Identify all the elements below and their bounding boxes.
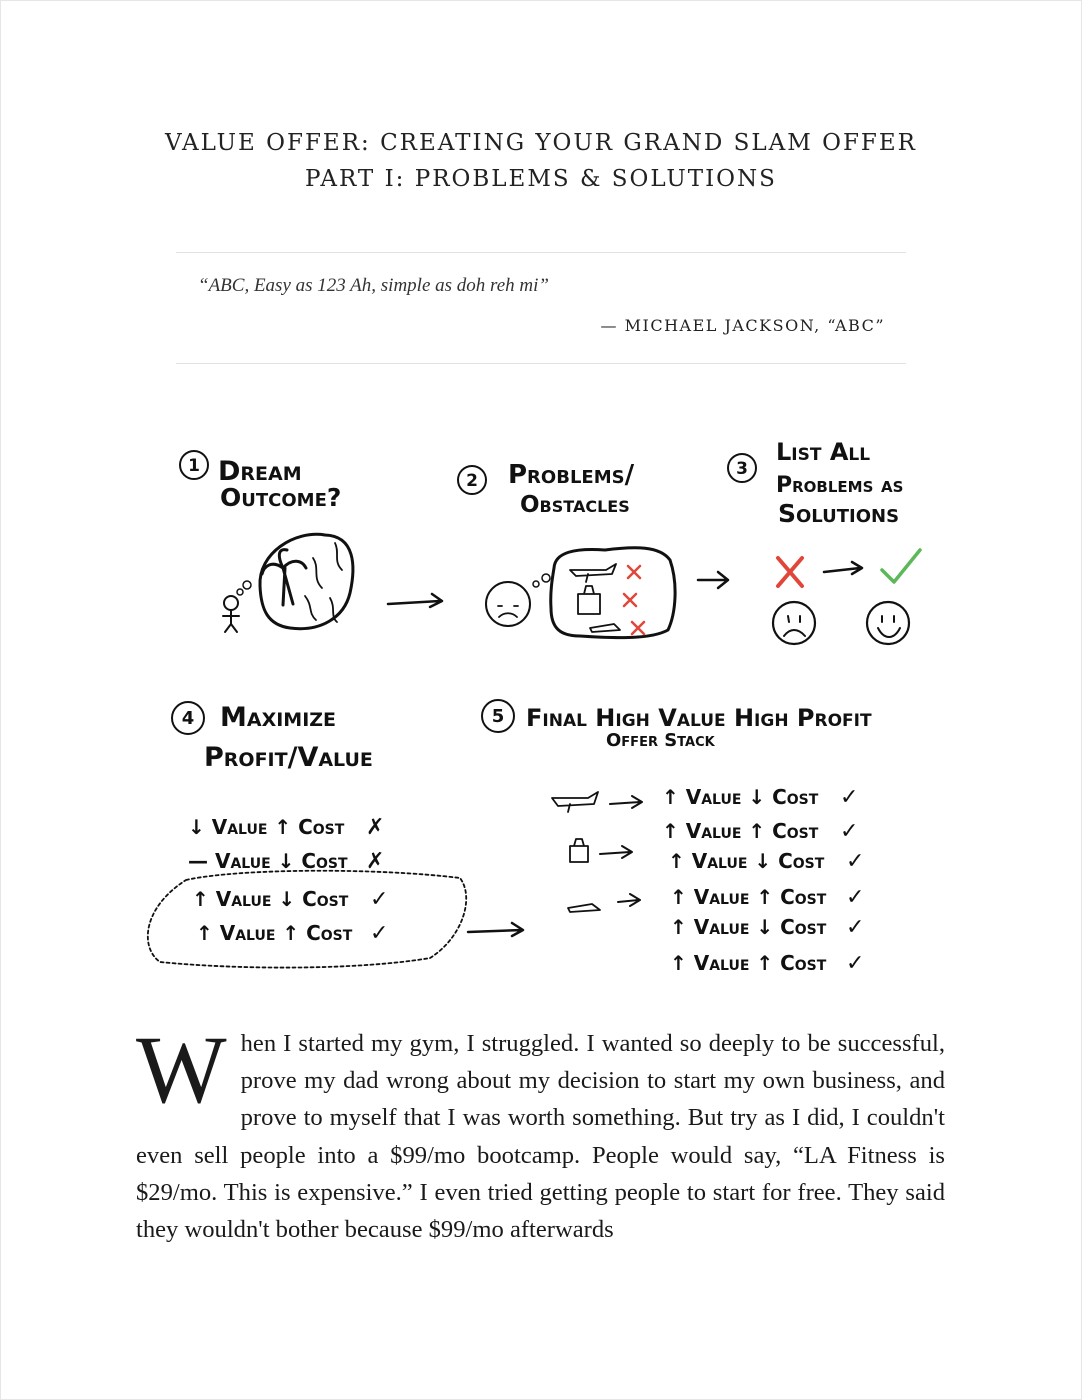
chapter-title: VALUE OFFER: CREATING YOUR GRAND SLAM OFFER bbox=[164, 130, 917, 156]
svg-text:Profit/Value: Profit/Value bbox=[204, 742, 373, 773]
arrow-icon bbox=[824, 562, 862, 574]
svg-text:↑ Value ↓ Cost: ↑ Value ↓ Cost bbox=[668, 849, 825, 873]
arrow-icon bbox=[698, 572, 728, 588]
svg-text:↑ Value ↑ Cost: ↑ Value ↑ Cost bbox=[670, 885, 827, 909]
step1-heading bbox=[180, 451, 341, 512]
svg-text:Final High Value High Profit: Final High Value High Profit bbox=[526, 704, 872, 732]
svg-text:✗: ✗ bbox=[366, 815, 385, 840]
arrow-icon bbox=[610, 796, 642, 808]
body-paragraph-text: hen I started my gym, I struggled. I wanted so deeply to be successful, prove my dad wrong about my decision to start my own business, and prove to myself that I was worth something. But try as I did, I couldn't even sell people into a $99/mo bootcamp. People would say, “LA Fitness is $29/mo. This is expensive.” I even tried getting people to start for free. They said they wouldn't bother because $99/mo afterwards bbox=[136, 1030, 945, 1244]
svg-text:✗: ✗ bbox=[366, 849, 385, 874]
check-icon bbox=[882, 550, 920, 582]
svg-text:Dream: Dream bbox=[218, 456, 302, 487]
body-paragraph bbox=[136, 1016, 945, 1248]
bag-icon bbox=[570, 839, 588, 862]
worried-face-icon bbox=[486, 574, 550, 626]
svg-text:5: 5 bbox=[491, 706, 505, 727]
svg-text:↑ Value ↑ Cost: ↑ Value ↑ Cost bbox=[196, 921, 353, 945]
svg-text:Offer Stack: Offer Stack bbox=[606, 730, 715, 751]
svg-text:↑ Value ↓ Cost: ↑ Value ↓ Cost bbox=[662, 785, 819, 809]
svg-text:Outcome?: Outcome? bbox=[220, 483, 342, 512]
sad-face-icon bbox=[773, 602, 815, 644]
svg-text:↑ Value ↓ Cost: ↑ Value ↓ Cost bbox=[192, 887, 349, 911]
svg-text:Maximize: Maximize bbox=[220, 702, 337, 733]
svg-text:✓: ✓ bbox=[846, 915, 865, 940]
divider-top bbox=[176, 252, 906, 253]
svg-text:3: 3 bbox=[736, 459, 748, 479]
step4-rows bbox=[188, 815, 388, 946]
arrow-icon bbox=[388, 594, 442, 607]
svg-text:↓ Value ↑ Cost: ↓ Value ↑ Cost bbox=[188, 815, 345, 839]
svg-text:↑ Value ↑ Cost: ↑ Value ↑ Cost bbox=[670, 951, 827, 975]
svg-text:List All: List All bbox=[776, 438, 871, 466]
svg-text:2: 2 bbox=[466, 471, 478, 491]
svg-text:↑ Value ↓ Cost: ↑ Value ↓ Cost bbox=[670, 915, 827, 939]
svg-text:Obstacles: Obstacles bbox=[520, 492, 630, 518]
svg-text:4: 4 bbox=[181, 708, 195, 729]
svg-text:✓: ✓ bbox=[846, 885, 865, 910]
divider-bottom bbox=[176, 363, 906, 364]
svg-text:Problems as: Problems as bbox=[776, 473, 904, 498]
svg-text:✓: ✓ bbox=[846, 951, 865, 976]
svg-text:Solutions: Solutions bbox=[778, 499, 900, 528]
happy-face-icon bbox=[867, 602, 909, 644]
svg-text:✓: ✓ bbox=[840, 819, 859, 844]
svg-text:✓: ✓ bbox=[370, 921, 389, 946]
arrow-icon bbox=[600, 846, 632, 858]
svg-text:1: 1 bbox=[188, 456, 200, 476]
epigraph-quote: “ABC, Easy as 123 Ah, simple as doh reh mi” bbox=[198, 275, 549, 296]
step5-heading bbox=[482, 700, 872, 751]
arrow-icon bbox=[618, 894, 640, 906]
svg-text:↑ Value ↑ Cost: ↑ Value ↑ Cost bbox=[662, 819, 819, 843]
step5-rows bbox=[662, 785, 864, 976]
dream-island-icon bbox=[223, 534, 353, 632]
offer-process-diagram bbox=[130, 418, 950, 988]
svg-text:✓: ✓ bbox=[370, 887, 389, 912]
epigraph-attribution: — MICHAEL JACKSON, “ABC” bbox=[600, 316, 885, 335]
selection-loop bbox=[148, 871, 466, 968]
car-icon bbox=[568, 904, 600, 912]
drop-cap: W bbox=[136, 1016, 227, 1123]
svg-text:— Value ↓ Cost: — Value ↓ Cost bbox=[188, 849, 348, 873]
step3-heading bbox=[728, 438, 903, 528]
plane-icon bbox=[552, 792, 598, 812]
svg-text:✓: ✓ bbox=[840, 785, 859, 810]
arrow-icon bbox=[468, 923, 523, 936]
svg-text:✓: ✓ bbox=[846, 849, 865, 874]
step4-heading bbox=[172, 702, 373, 773]
svg-text:Problems/: Problems/ bbox=[508, 460, 635, 490]
obstacles-cloud-icon bbox=[551, 548, 675, 638]
cross-icon bbox=[778, 558, 802, 586]
step2-heading bbox=[458, 460, 635, 518]
chapter-subtitle: PART I: PROBLEMS & SOLUTIONS bbox=[305, 166, 777, 192]
